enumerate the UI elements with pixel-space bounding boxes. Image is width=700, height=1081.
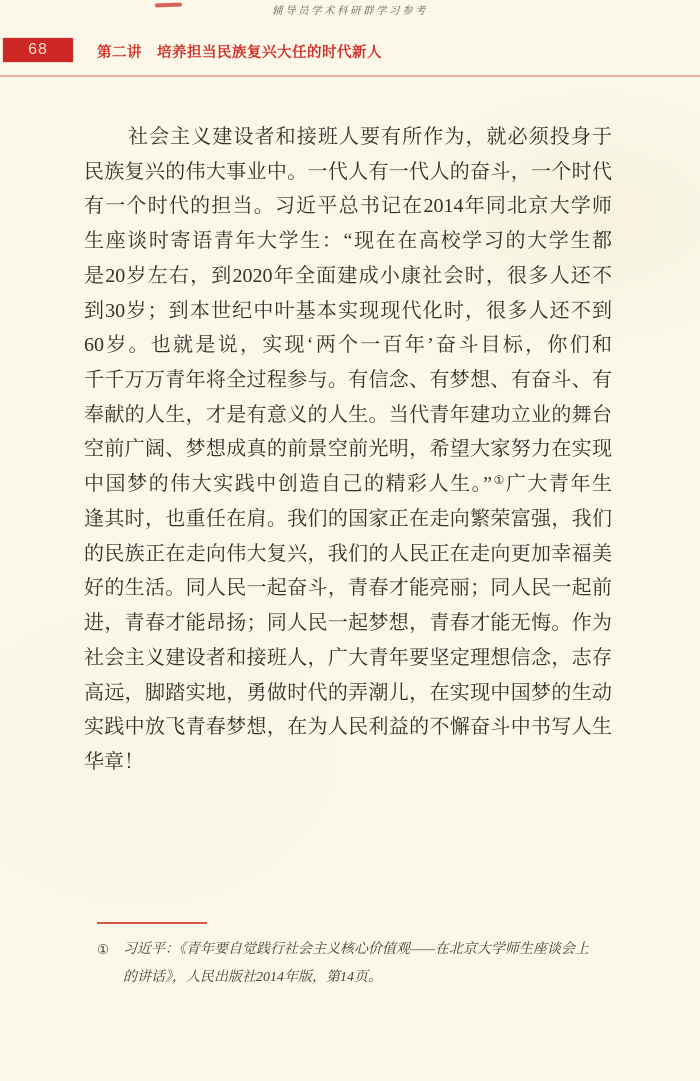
body-line: 是20岁左右，到2020年全面建成小康社会时，很多人还不 xyxy=(84,264,612,287)
footnote xyxy=(97,936,621,992)
chapter-title: 第二讲 培养担当民族复兴大任的时代新人 xyxy=(97,45,382,61)
body-line: 民族复兴的伟大事业中。一代人有一代人的奋斗，一个时代 xyxy=(84,160,612,183)
body-line: 进，青春才能昂扬；同人民一起梦想，青春才能无悔。作为 xyxy=(84,612,612,635)
page-number-box xyxy=(3,38,73,62)
body-line: 60岁。也就是说，实现‘两个一百年’奋斗目标，你们和 xyxy=(84,334,612,357)
body-line: 华章！ xyxy=(84,750,144,773)
body-line: 社会主义建设者和接班人要有所作为，就必须投身于 xyxy=(128,126,612,148)
footnote-line: 的讲话》，人民出版社2014年版，第14页。 xyxy=(123,970,382,985)
body-line: 的民族正在走向伟大复兴，我们的人民正在走向更加幸福美 xyxy=(84,542,612,565)
body-line: 空前广阔、梦想成真的前景空前光明，希望大家努力在实现 xyxy=(84,438,612,461)
body-line: 实践中放飞青春梦想，在为人民利益的不懈奋斗中书写人生 xyxy=(84,716,612,739)
body-line: 中国梦的伟大实践中创造自己的精彩人生。”①广大青年生 xyxy=(84,473,612,496)
footnote-reference-mark: ① xyxy=(492,473,506,488)
footnote-line: 习近平：《青年要自觉践行社会主义核心价值观——在北京大学师生座谈会上 xyxy=(123,942,589,957)
body-line: 高远，脚踏实地，勇做时代的弄潮儿，在实现中国梦的生动 xyxy=(84,681,612,704)
body-line: 逢其时，也重任在肩。我们的国家正在走向繁荣富强，我们 xyxy=(84,507,612,530)
body-line: 千千万万青年将全过程参与。有信念、有梦想、有奋斗、有 xyxy=(84,369,612,392)
body-line: 奉献的人生，才是有意义的人生。当代青年建功立业的舞台 xyxy=(84,403,612,426)
page-number: 68 xyxy=(28,41,48,58)
body-paragraph xyxy=(84,120,612,780)
header-rule xyxy=(0,75,700,77)
footnote-text xyxy=(123,936,621,992)
body-line: 有一个时代的担当。习近平总书记在2014年同北京大学师 xyxy=(84,195,612,218)
running-head: 辅导员学术科研群学习参考 xyxy=(272,6,428,17)
body-line: 社会主义建设者和接班人，广大青年要坚定理想信念，志存 xyxy=(84,646,612,669)
footnote-separator xyxy=(97,922,207,924)
body-line: 好的生活。同人民一起奋斗，青春才能亮丽；同人民一起前 xyxy=(84,577,612,600)
footnote-marker: ① xyxy=(97,942,110,957)
body-line: 到30岁；到本世纪中叶基本实现现代化时，很多人还不到 xyxy=(84,299,612,322)
body-line: 生座谈时寄语青年大学生：“现在在高校学习的大学生都 xyxy=(84,230,612,253)
